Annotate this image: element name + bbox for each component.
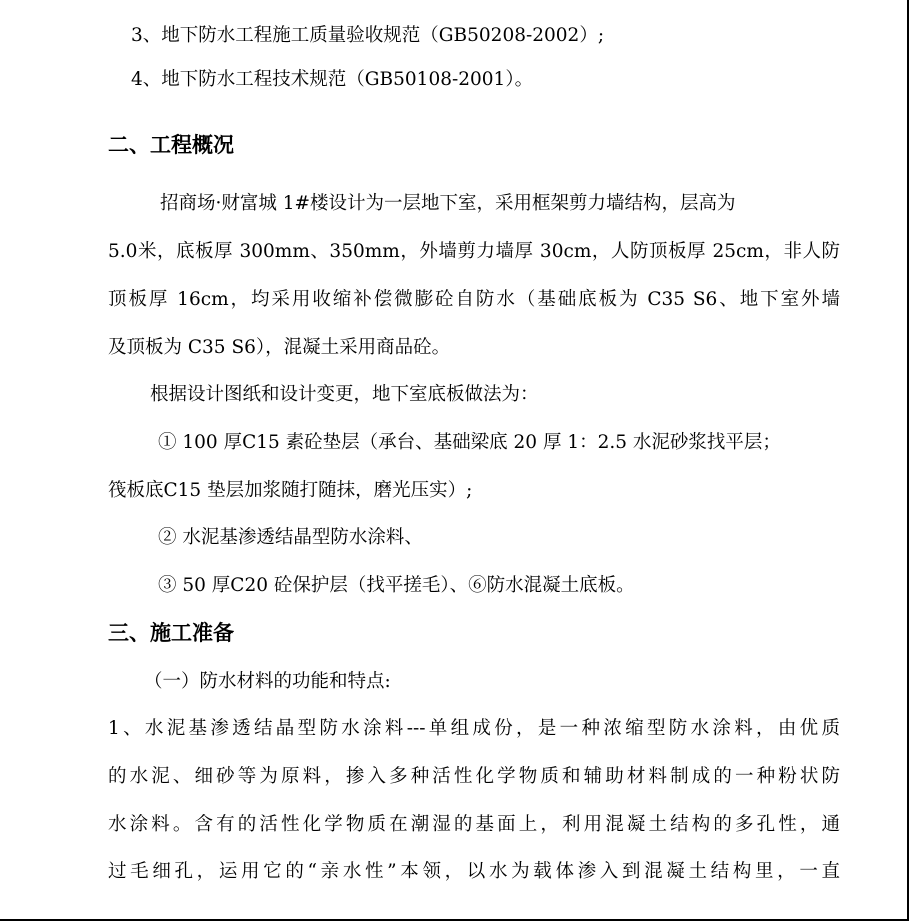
floor-layer-1-line-1: ① 100 厚C15 素砼垫层（承台、基础梁底 20 厚 1：2.5 水泥砂浆找平层；	[158, 432, 781, 453]
floor-layer-1-line-2: 筏板底C15 垫层加浆随打随抹，磨光压实）;	[108, 480, 473, 501]
material-line-4: 过毛细孔，运用它的“亲水性”本领，以水为载体渗入到混凝土结构里，一直	[108, 861, 840, 882]
reference-item-4: 4、地下防水工程技术规范（GB50108-2001）。	[131, 69, 534, 90]
material-line-3: 水涂料。含有的活性化学物质在潮湿的基面上，利用混凝土结构的多孔性，通	[108, 814, 840, 835]
material-line-1: 1、水泥基渗透结晶型防水涂料---单组成份，是一种浓缩型防水涂料，由优质	[108, 718, 840, 739]
floor-layer-3: ③ 50 厚C20 砼保护层（找平搓毛）、⑥防水混凝土底板。	[158, 575, 635, 596]
reference-item-3: 3、地下防水工程施工质量验收规范（GB50208-2002）;	[131, 25, 605, 46]
overview-line-1: 招商场·财富城 1#楼设计为一层地下室，采用框架剪力墙结构，层高为	[160, 193, 736, 214]
subheading-material-features: （一）防水材料的功能和特点:	[144, 671, 391, 692]
material-line-2: 的水泥、细砂等为原料，掺入多种活性化学物质和辅助材料制成的一种粉状防	[108, 766, 840, 787]
section-heading-construction-preparation: 三、施工准备	[108, 621, 234, 645]
floor-layer-2: ② 水泥基渗透结晶型防水涂料、	[158, 527, 423, 548]
overview-line-2: 5.0米，底板厚 300mm、350mm，外墙剪力墙厚 30cm，人防顶板厚 25cm，非人防	[108, 241, 840, 262]
section-heading-project-overview: 二、工程概况	[108, 133, 234, 157]
overview-line-4: 及顶板为 C35 S6），混凝土采用商品砼。	[108, 337, 451, 358]
overview-line-3: 顶板厚 16cm，均采用收缩补偿微膨砼自防水（基础底板为 C35 S6、地下室外墙	[108, 289, 840, 310]
cut-off-line	[150, 0, 830, 2]
floor-method-intro: 根据设计图纸和设计变更，地下室底板做法为：	[150, 384, 539, 405]
